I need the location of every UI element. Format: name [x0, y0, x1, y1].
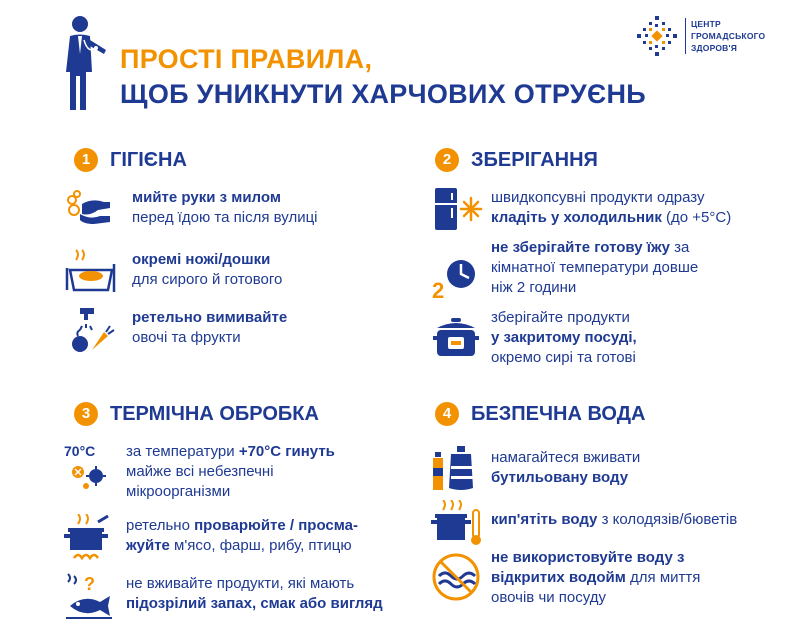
closed-pot-icon: [431, 314, 483, 366]
section-number-badge: 1: [74, 148, 98, 172]
logo-text: ЦЕНТР ГРОМАДСЬКОГО ЗДОРОВ'Я: [691, 19, 766, 53]
section-title: ЗБЕРІГАННЯ: [471, 149, 598, 171]
item-text: не вживайте продукти, які мають підозрілий запах, смак або вигляд: [126, 575, 383, 612]
boiling-pot-icon: [431, 500, 483, 552]
section-safe-water: [435, 402, 775, 622]
logo: [635, 14, 785, 60]
page-title-line1: ПРОСТІ ПРАВИЛА,: [120, 44, 373, 74]
bottled-water-icon: [431, 444, 483, 496]
suspicious-fish-icon: [64, 572, 116, 624]
section-storage: [432, 148, 775, 378]
item-text: мийте руки з милом перед їдою та після вулиці: [132, 189, 318, 226]
section-hygiene: [74, 148, 394, 368]
section-title: ТЕРМІЧНА ОБРОБКА: [110, 403, 319, 425]
knife-board-icon: [64, 246, 116, 298]
section-number-badge: 2: [435, 148, 459, 172]
vegetables-washing-icon: [64, 304, 116, 356]
temperature-microbes-icon: [64, 442, 116, 494]
item-text: ретельно вимивайте овочі та фрукти: [132, 309, 288, 346]
section-thermal-processing: [64, 402, 414, 622]
section-number-badge: 4: [435, 402, 459, 426]
no-open-water-icon: [431, 552, 483, 604]
section-title: БЕЗПЕЧНА ВОДА: [471, 403, 646, 425]
item-text: не використовуйте воду з відкритих водойм для миття овочів чи посуду: [491, 549, 701, 606]
fridge-icon: [431, 184, 483, 236]
item-text: за температури +70°C гинуть майже всі небезпечні мікроорганізми: [126, 443, 335, 500]
item-text: намагайтеся вживати бутильовану воду: [491, 449, 641, 486]
page-title-line2: ЩОБ УНИКНУТИ ХАРЧОВИХ ОТРУЄНЬ: [120, 79, 646, 109]
item-text: кип'ятіть воду з колодязів/бюветів: [491, 511, 738, 528]
svg-text:2: 2: [432, 278, 445, 302]
item-text: ретельно проварюйте / просма- жуйте м'ясо, фарш, рибу, птицю: [126, 517, 358, 554]
doctor-figure-icon: [58, 14, 122, 114]
svg-text:70°C: 70°C: [64, 443, 96, 459]
item-text: не зберігайте готову їжу за кімнатної температури довше ніж 2 години: [491, 239, 699, 296]
item-text: зберігайте продукти у закритому посуді, окремо сирі та готові: [491, 309, 637, 366]
clock-2-hours-icon: [431, 250, 483, 302]
svg-text:?: ?: [84, 574, 95, 594]
logo-mark-icon: [635, 14, 679, 58]
item-text: швидкопсувні продукти одразу кладіть у холодильник (до +5°C): [491, 189, 732, 226]
section-title: ГІГІЄНА: [110, 149, 187, 171]
item-text: окремі ножі/дошки для сирого й готового: [132, 251, 283, 288]
header: [0, 0, 800, 120]
logo-divider: [685, 18, 686, 54]
hand-washing-icon: [64, 184, 116, 236]
section-number-badge: 3: [74, 402, 98, 426]
cooking-pot-icon: [64, 514, 116, 566]
